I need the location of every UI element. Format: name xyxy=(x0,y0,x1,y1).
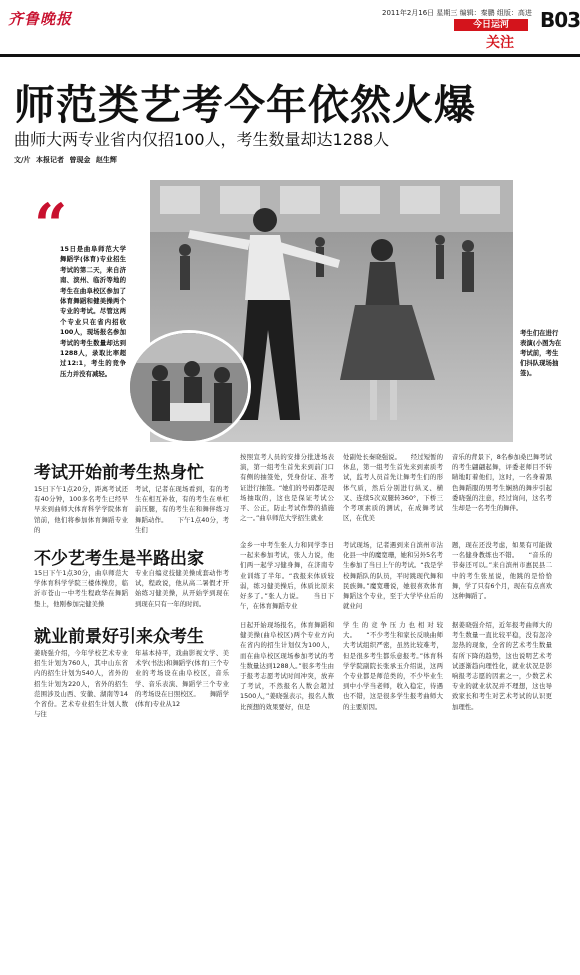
subheadline: 曲师大两专业省内仅招100人，考生数量却达1288人 xyxy=(14,130,390,149)
section-3-col-5: 据姜晓强介绍，近年报考曲师大的考生数量一直比较平稳，没有忽冷忽热的现象，全省的艺术考生数量有所下降的趋势，这也说明艺术考试逐渐趋向理性化，就业状况是影响报考志愿的因素之一，少数艺术专业的就业状况并不理想，这也导致家长和考生对艺术考试的认识更加理性。 xyxy=(452,621,552,711)
section-1-col-5: 音乐的背景下，8名参加桑巴舞考试的考生翩翩起舞，评委老师目不转睛地盯着他们，这时，一名身着黑色舞蹈服的男考生娴熟的舞步引起委晓强的注意，经过询问，这名考生却是一名考生的舞伴。 xyxy=(452,453,552,513)
section-title-prospects: 就业前景好引来众考生 xyxy=(34,627,204,647)
section-2-col-5: 题，现在还没考虑，如果有可能做一名健身教练也不错。 “音乐的节奏还可以。”来自滨州市惠民县二中的考生张星说，他跳的是恰恰舞，学了只有6个月，现在有点喜欢这种舞蹈了。 xyxy=(452,541,552,601)
section-2-col-1: 15日下午1点30分，曲阜师范大学体育科学学院三楼体操房，临沂市苍山一中考生程政华在舞蹈垫上，他刚参加完健美操 xyxy=(34,569,128,608)
section-title-halfway: 不少艺考生是半路出家 xyxy=(34,549,204,569)
inset-photo xyxy=(127,330,251,444)
page-number: B03 xyxy=(540,8,580,32)
section-3-col-4: 学生的竞争压力也相对较大。 “不少考生和家长反映曲师大考试组织严密，虽然比较难考，但是很多考生都乐意报考。”体育科学学院副院长张承玉介绍说，这两个专业都是师范类的，不少毕业生到中小学当老师，收入稳定，待遇也不错，这是很多学生报考曲师大的主要原因。 xyxy=(343,621,443,711)
section-3-col-2: 年基本持平，戏曲影视文学、美术学(书法)和舞蹈学(体育)三个专业的考场设在曲阜校区，音乐学、音乐表演、舞蹈学三个专业的考场设在日照校区。 舞蹈学(体育)专业从12 xyxy=(135,649,229,709)
section-1-col-2: 考试，记者在现场看到，有的考生在相互补妆，有的考生在单杠前压腿，有的考生在和舞伴练习舞蹈动作。 下午1点40分，考生们 xyxy=(135,485,229,534)
quote-mark-icon: “ xyxy=(34,191,68,259)
section-3-col-3: 日起开始现场报名，体育舞蹈和健美操(曲阜校区)两个专业方向在省内的招生计划仅为100人，而在曲阜校区现场参加考试的考生数量达到1288人。”很多考生由于报考志愿考试时间冲突，放弃了考试，不然报名人数会超过1500人，”姜晓强表示，报名人数比预想的效果要好，但是 xyxy=(240,621,334,711)
section-name: 关注 xyxy=(486,35,514,51)
headline: 师范类艺考今年依然火爆 xyxy=(14,81,476,129)
masthead-rule xyxy=(0,54,580,57)
section-2-col-3: 金乡一中考生张人力和同学李日一起来参加考试，张人力说，他们两一起学习健身舞，在济南专业训练了半年。“我报来体质较弱，练习健美操后，体质比原来好多了。”张人力说。 当日下午，在体育舞蹈专业 xyxy=(240,541,334,611)
intro-paragraph: 15日是曲阜师范大学舞蹈学(体育)专业招生考试的第二天，来自济南、滨州、临沂等地的考生在曲阜校区参加了体育舞蹈和健美操两个专业的考试。尽管这两个专业只在省内招收100人，现场报名参加考试的考生数量却达到1288人，录取比率超过12:1，考生的竞争压力并没有减轻。 xyxy=(60,245,126,378)
newspaper-logo: 齐鲁晚报 xyxy=(8,10,73,28)
byline: 文/片 本报记者 曾现金 赵生辉 xyxy=(14,156,117,164)
section-2-col-2: 专业自编竞技健美操成套动作考试，程政说，他从高二暑假才开始练习健美操，从开始学到现在到现在只有一年的时间。 xyxy=(135,569,229,608)
section-title-warmup: 考试开始前考生热身忙 xyxy=(34,463,204,483)
section-tab: 今日运河 xyxy=(454,19,528,31)
section-3-col-1: 姜晓强介绍，今年学校艺术专业招生计划为760人，其中山东省内的招生计划为540人，省外的招生计划为220人，省外的招生范围涉及山西、安徽、湖南等14个省份。艺术专业招生计划人数与往 xyxy=(34,649,128,719)
section-2-col-4: 考试现场，记者遇到来自滨州市沾化县一中的魔宽珊，她和另外5名考生参加了当日上午的考试。“我是学校舞蹈队的队员，平时跳现代舞和民族舞。”魔宽珊说，她很喜欢体育舞蹈这个专业，至于大学毕业后的就业问 xyxy=(343,541,443,611)
section-1-col-4: 处副处长秦晓强说。 经过短暂的休息，第一组考生首先来到素质考试，监考人员首先让舞考生们的形体气质，然后分别进行纵叉、横叉、连续5次双腿转360°，下桥三个考项素质的测试，在成舞考试区，在优美 xyxy=(343,453,443,523)
section-1-col-1: 15日下午1点20分，距离考试还有40分钟，100多名考生已经早早来到曲师大体育科学学院体育馆前，他们将参加体育舞蹈专业的 xyxy=(34,485,128,534)
dateline: 2011年2月16日 星期三 编辑：秦鹏 组版：高进 xyxy=(382,9,532,17)
photo-caption: 考生们在进行表演(小图为在考试前，考生们抖队现场抽签)。 xyxy=(520,329,562,377)
section-1-col-3: 按照宣考人员的安排分批进场表演，第一组考生首先来到前门口有侧的抽签处，凭身份证、准考证进行抽签。“她们的号码都是现场抽取的，这也是保证考试公平、公正，防止考试作弊的措施之一。”曲阜师范大学招生就业 xyxy=(240,453,334,523)
inset-photo-illustration xyxy=(130,333,248,441)
